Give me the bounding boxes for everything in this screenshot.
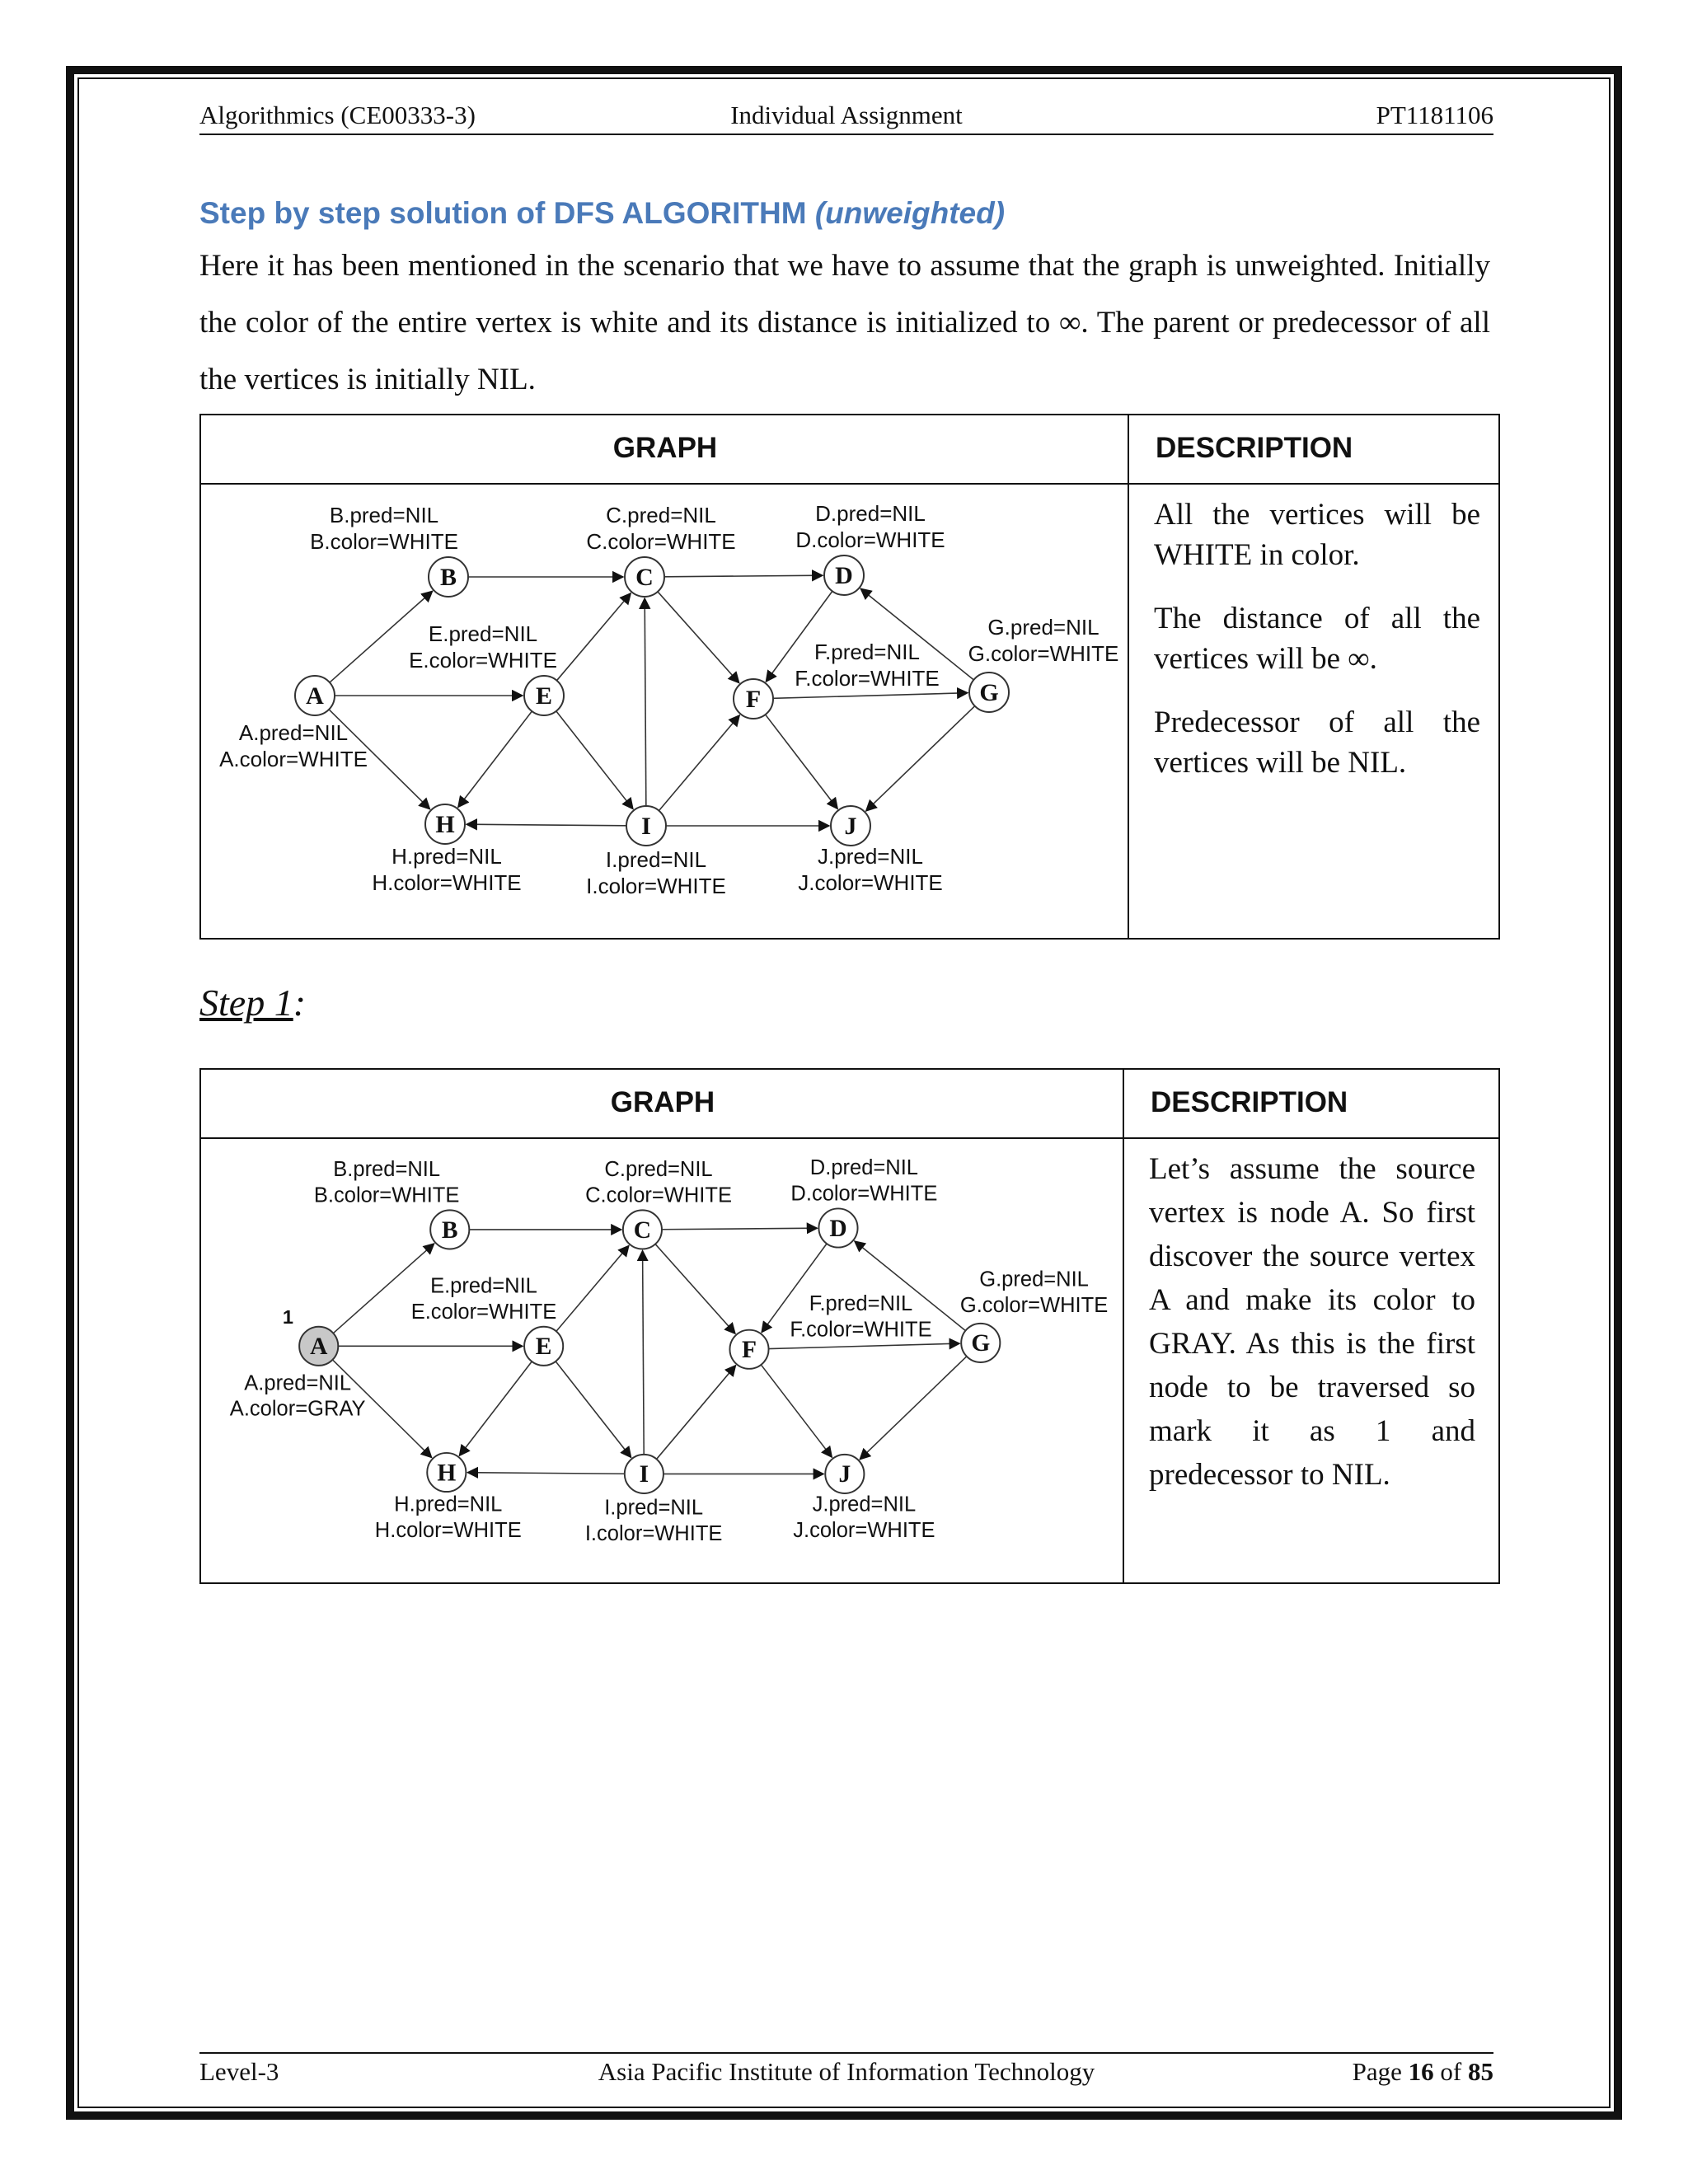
t1-node-i-letter: I [641, 813, 651, 840]
t2-edge-g-d [855, 1241, 966, 1331]
t1-label-d-pred: D.pred=NIL [815, 501, 926, 526]
t2-node-b-letter: B [441, 1216, 458, 1244]
t2-edge-i-f [657, 1366, 736, 1460]
t1-edge-c-d [664, 575, 823, 577]
table2-description-header: DESCRIPTION [1124, 1070, 1498, 1139]
t2-label-a-color: A.color=GRAY [229, 1397, 366, 1421]
table2-desc-text: Let’s assume the source vertex is node A. So first discover the source vertex A and make its color to GRAY. As this is the first node to be traversed so mark it as 1 and predecessor to NIL. [1149, 1152, 1475, 1492]
section-heading [199, 196, 1005, 231]
t2-label-b-color: B.color=WHITE [313, 1183, 460, 1207]
t2-edge-i-h [467, 1473, 624, 1474]
t1-node-j-letter: J [844, 813, 857, 840]
t1-label-b-pred: B.pred=NIL [329, 503, 439, 527]
t2-node-h-letter: H [437, 1460, 457, 1487]
t2-label-a-pred: A.pred=NIL [244, 1371, 352, 1395]
t1-edge-i-h [467, 824, 626, 826]
table-initial-state [199, 414, 1500, 940]
table1-column-divider [1128, 415, 1129, 938]
t2-label-d-color: D.color=WHITE [790, 1182, 938, 1206]
t2-edge-g-j [860, 1357, 967, 1460]
t2-label-h-pred: H.pred=NIL [394, 1493, 503, 1516]
header-student-id: PT1181106 [1376, 101, 1493, 129]
t1-node-f-letter: F [745, 686, 762, 713]
t2-node-a-discovery-number: 1 [282, 1305, 293, 1328]
t2-label-i-color: I.color=WHITE [584, 1521, 723, 1545]
table-step-1 [199, 1068, 1500, 1584]
table1-desc-line-1: All the vertices will be WHITE in color. [1154, 498, 1480, 572]
t2-label-e-color: E.color=WHITE [410, 1300, 557, 1324]
header-course: Algorithmics (CE00333-3) [199, 101, 476, 129]
t2-node-f-letter: F [742, 1337, 757, 1364]
t2-edge-e-h [459, 1361, 532, 1455]
t2-edge-c-f [655, 1244, 735, 1334]
t2-label-d-pred: D.pred=NIL [809, 1156, 919, 1180]
t2-label-f-pred: F.pred=NIL [809, 1292, 913, 1316]
t1-edge-f-g [773, 693, 968, 699]
t1-label-j-color: J.color=WHITE [798, 870, 943, 895]
footer-institute: Asia Pacific Institute of Information Technology [598, 2057, 1095, 2086]
t1-label-c-pred: C.pred=NIL [606, 503, 716, 527]
t1-label-c-color: C.color=WHITE [586, 529, 736, 554]
t1-edge-g-j [866, 706, 975, 811]
t1-label-e-pred: E.pred=NIL [428, 621, 538, 646]
table1-description-header: DESCRIPTION [1129, 415, 1498, 485]
table2-description [1149, 1147, 1475, 1520]
t1-node-b-letter: B [439, 564, 457, 591]
t2-label-g-color: G.color=WHITE [959, 1294, 1109, 1318]
t1-label-h-pred: H.pred=NIL [392, 844, 502, 869]
section-heading-main: Step by step solution of DFS ALGORITHM [199, 196, 807, 230]
t1-label-j-pred: J.pred=NIL [818, 844, 923, 869]
table1-graph-header: GRAPH [201, 415, 1129, 485]
t2-label-f-color: F.color=WHITE [790, 1318, 932, 1342]
t1-edge-f-j [766, 715, 838, 808]
table1-desc-line-3: Predecessor of all the vertices will be NIL. [1154, 705, 1480, 780]
t1-edge-i-c [645, 598, 646, 806]
t2-edge-f-g [769, 1343, 960, 1348]
t2-edge-e-c [556, 1245, 629, 1331]
t1-label-f-color: F.color=WHITE [795, 666, 940, 691]
t2-label-c-pred: C.pred=NIL [604, 1158, 713, 1182]
table2-graph-diagram [201, 1139, 1119, 1582]
page-footer [199, 2052, 1493, 2095]
footer-level: Level-3 [199, 2057, 279, 2086]
t2-edge-f-j [761, 1365, 832, 1457]
t2-edge-e-i [556, 1361, 631, 1458]
t1-node-h-letter: H [435, 811, 455, 838]
t1-node-e-letter: E [535, 682, 553, 710]
t2-label-c-color: C.color=WHITE [585, 1183, 733, 1207]
intro-paragraph: Here it has been mentioned in the scenario that we have to assume that the graph is unweighted. Initially the color of the entire vertex is white and its distance is initialized to ∞. The parent or predecessor of all the vertices is initially NIL. [199, 249, 1490, 396]
header-title: Individual Assignment [730, 101, 963, 129]
t2-node-e-letter: E [535, 1333, 552, 1361]
t1-label-g-pred: G.pred=NIL [987, 615, 1100, 640]
table2-graph-header: GRAPH [201, 1070, 1124, 1139]
table1-graph-diagram [201, 485, 1124, 936]
step-1-title: Step 1: [199, 982, 307, 1024]
t2-label-e-pred: E.pred=NIL [430, 1274, 537, 1298]
t1-node-g-letter: G [979, 679, 999, 706]
t1-label-d-color: D.color=WHITE [795, 527, 945, 552]
table1-description [1154, 494, 1480, 806]
t1-edge-c-f [658, 592, 739, 683]
t2-label-h-color: H.color=WHITE [374, 1519, 522, 1543]
page-header [199, 97, 1493, 135]
t2-node-j-letter: J [838, 1461, 851, 1488]
t1-label-f-pred: F.pred=NIL [814, 640, 920, 664]
t2-label-b-pred: B.pred=NIL [333, 1158, 441, 1182]
t1-node-c-letter: C [635, 564, 654, 591]
t1-label-a-color: A.color=WHITE [219, 747, 368, 771]
section-heading-sub: (unweighted) [814, 196, 1006, 230]
t1-label-h-color: H.color=WHITE [372, 870, 522, 895]
t2-label-g-pred: G.pred=NIL [979, 1268, 1089, 1291]
t1-edge-e-c [557, 593, 631, 681]
table2-column-divider [1123, 1070, 1124, 1582]
t1-label-a-pred: A.pred=NIL [238, 720, 349, 745]
t1-label-i-pred: I.pred=NIL [605, 847, 707, 872]
t1-edge-e-h [458, 711, 532, 807]
t2-node-c-letter: C [633, 1216, 652, 1244]
t1-node-a-letter: A [306, 682, 324, 710]
t1-label-i-color: I.color=WHITE [586, 874, 726, 898]
t1-label-e-color: E.color=WHITE [409, 648, 557, 673]
t1-node-d-letter: D [835, 562, 853, 589]
table1-desc-line-2: The distance of all the vertices will be ∞. [1154, 602, 1480, 676]
t2-label-j-color: J.color=WHITE [793, 1519, 935, 1543]
t2-node-i-letter: I [639, 1461, 649, 1488]
t2-node-d-letter: D [829, 1215, 847, 1242]
t1-edge-e-i [556, 711, 633, 809]
t2-node-a-letter: A [310, 1333, 328, 1361]
t1-edge-i-f [659, 715, 739, 811]
t1-label-g-color: G.color=WHITE [968, 641, 1119, 666]
t2-node-g-letter: G [971, 1330, 991, 1357]
t2-edge-i-c [643, 1250, 645, 1454]
t2-edge-c-d [662, 1228, 817, 1230]
t1-label-b-color: B.color=WHITE [310, 529, 458, 554]
footer-page-number: Page 16 of 85 [1352, 2057, 1493, 2086]
t2-label-i-pred: I.pred=NIL [604, 1496, 704, 1520]
t2-label-j-pred: J.pred=NIL [812, 1493, 917, 1516]
